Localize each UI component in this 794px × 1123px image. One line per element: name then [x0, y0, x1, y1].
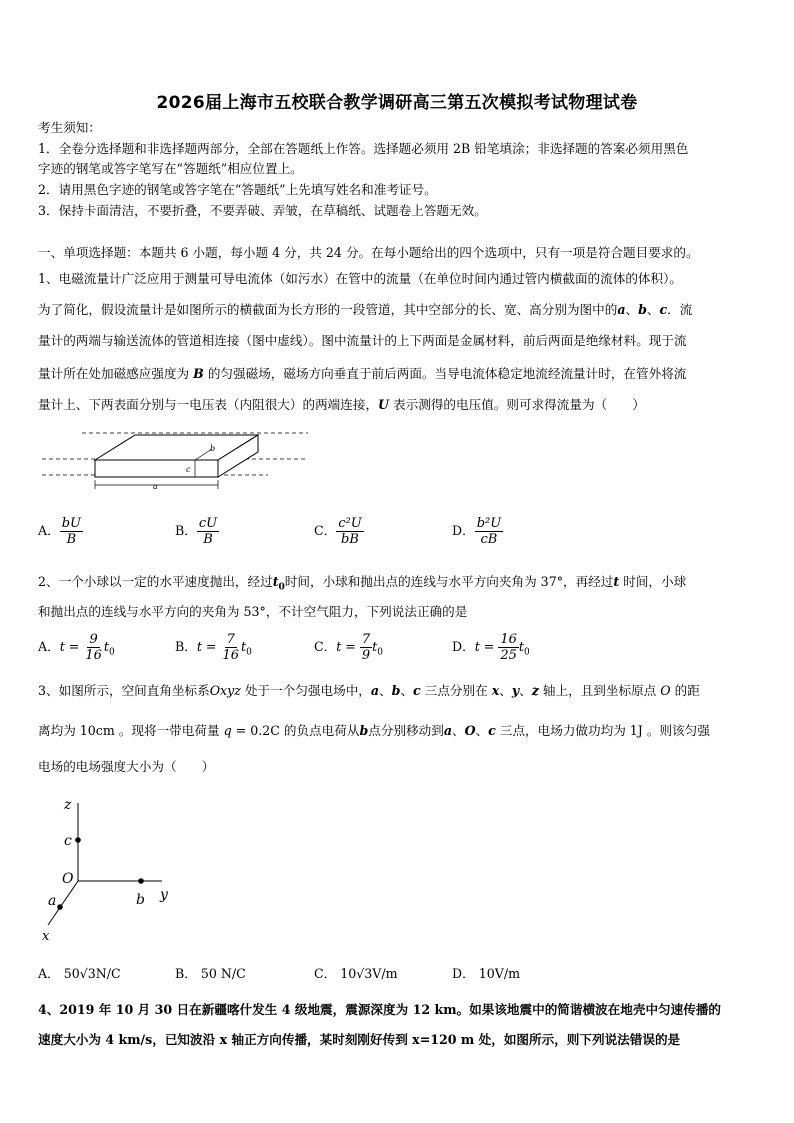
axis-x-label: x: [42, 929, 50, 944]
notice-item-2: 2．请用黑色字迹的钢笔或答字笔在“答题纸”上先填写姓名和准考证号。: [38, 182, 437, 197]
section-heading: 一、单项选择题：本题共 6 小题，每小题 4 分，共 24 分。在每小题给出的四个选项中，只有一项是符合题目要求的。: [38, 245, 699, 260]
coordinate-figure: [40, 795, 190, 945]
notice-item-1: 1．全卷分选择题和非选择题两部分，全部在答题纸上作答。选择题必须用 2B 铅笔填涂；非选择题的答案必须用黑色: [38, 141, 689, 156]
q2-option-a[interactable]: A．t = $\frac{9}{16}$ $t_0$: [38, 632, 115, 663]
q1-line-1: 1、电磁流量计广泛应用于测量可导电流体（如污水）在管中的流量（在单位时间内通过管内横截面的流体的体积）。: [38, 271, 682, 286]
q1-option-d[interactable]: D． $\frac{\text{b²U}}{cB}$: [452, 516, 502, 547]
q1-option-c[interactable]: C． $\frac{\text{c²U}}{bB}$: [314, 516, 362, 547]
q2-option-b[interactable]: B．t = $\frac{7}{16}$ $t_0$: [175, 632, 252, 663]
q2-line-1: 2、一个小球以一定的水平速度抛出，经过$t_0$时间，小球和抛出点的连线与水平方向夹角为 37°，再经过t 时间，小球: [38, 574, 687, 593]
fig-label-b: b: [210, 444, 216, 453]
q3-option-a[interactable]: A． 50√3N/C: [38, 966, 121, 981]
point-b-label: b: [136, 892, 145, 908]
q3-line-1: 3、如图所示，空间直角坐标系Oxyz 处于一个匀强电场中，a、b、c 三点分别在 x、y、z 轴上，且到坐标原点 O 的距: [38, 683, 700, 698]
q1-line-3: 量计的两端与输送流体的管道相连接（图中虚线）。图中流量计的上下两面是金属材料，前后两面是绝缘材料。现于流: [38, 333, 687, 348]
page-title: 2026届上海市五校联合教学调研高三第五次模拟考试物理试卷: [156, 93, 638, 113]
flowmeter-figure: [40, 425, 310, 495]
q1-option-a[interactable]: A． $\frac{bU}{B}$: [38, 516, 81, 547]
axis-y-label: y: [160, 887, 168, 903]
q3-line-2: 离均为 10cm 。现将一带电荷量 q = 0.2C 的负点电荷从b点分别移动到a、O、c 三点，电场力做功均为 1J 。则该匀强: [38, 723, 710, 738]
q2-option-d[interactable]: D．t = $\frac{16}{25}$ $t_0$: [452, 632, 530, 663]
q2-option-c[interactable]: C．t = $\frac{7}{9}$ $t_0$: [314, 632, 383, 663]
q1-line-5: 量计上、下两表面分别与一电压表（内阻很大）的两端连接，U 表示测得的电压值。则可求得流量为（ ）: [38, 397, 645, 412]
q1-option-b[interactable]: B． $\frac{cU}{B}$: [175, 516, 218, 547]
q1-line-2: 为了简化，假设流量计是如图所示的横截面为长方形的一段管道，其中空部分的长、宽、高分别为图中的a、b、c．流: [38, 302, 693, 317]
fig-label-c: c: [186, 465, 191, 474]
q1-line-4: 量计所在处加磁感应强度为 B 的匀强磁场，磁场方向垂直于前后两面。当导电流体稳定地流经流量计时，在管外将流: [38, 366, 687, 381]
q2-line-2: 和抛出点的连线与水平方向的夹角为 53°，不计空气阻力，下列说法正确的是: [38, 604, 468, 619]
origin-label: O: [62, 871, 74, 887]
notice-heading: 考生须知：: [38, 120, 101, 135]
notice-item-1-cont: 字迹的钢笔或答字笔写在“答题纸”相应位置上。: [38, 161, 303, 176]
point-c-label: c: [64, 833, 72, 849]
q3-line-3: 电场的电场强度大小为（ ）: [38, 759, 215, 774]
q4-line-1: 4、2019 年 10 月 30 日在新疆喀什发生 4 级地震，震源深度为 12 km。如果该地震中的简谐横波在地壳中匀速传播的: [38, 1002, 722, 1017]
fig-label-a: a: [153, 482, 158, 491]
q3-option-d[interactable]: D． 10V/m: [452, 966, 521, 981]
notice-item-3: 3．保持卡面清洁，不要折叠，不要弄破、弄皱，在草稿纸、试题卷上答题无效。: [38, 203, 487, 218]
q3-option-b[interactable]: B． 50 N/C: [175, 966, 246, 981]
q3-option-c[interactable]: C． 10√3V/m: [314, 966, 398, 981]
point-a-label: a: [48, 893, 57, 909]
q4-line-2: 速度大小为 4 km/s，已知波沿 x 轴正方向传播，某时刻刚好传到 x=120 m 处，如图所示，则下列说法错误的是: [38, 1032, 681, 1047]
axis-z-label: z: [64, 797, 72, 813]
